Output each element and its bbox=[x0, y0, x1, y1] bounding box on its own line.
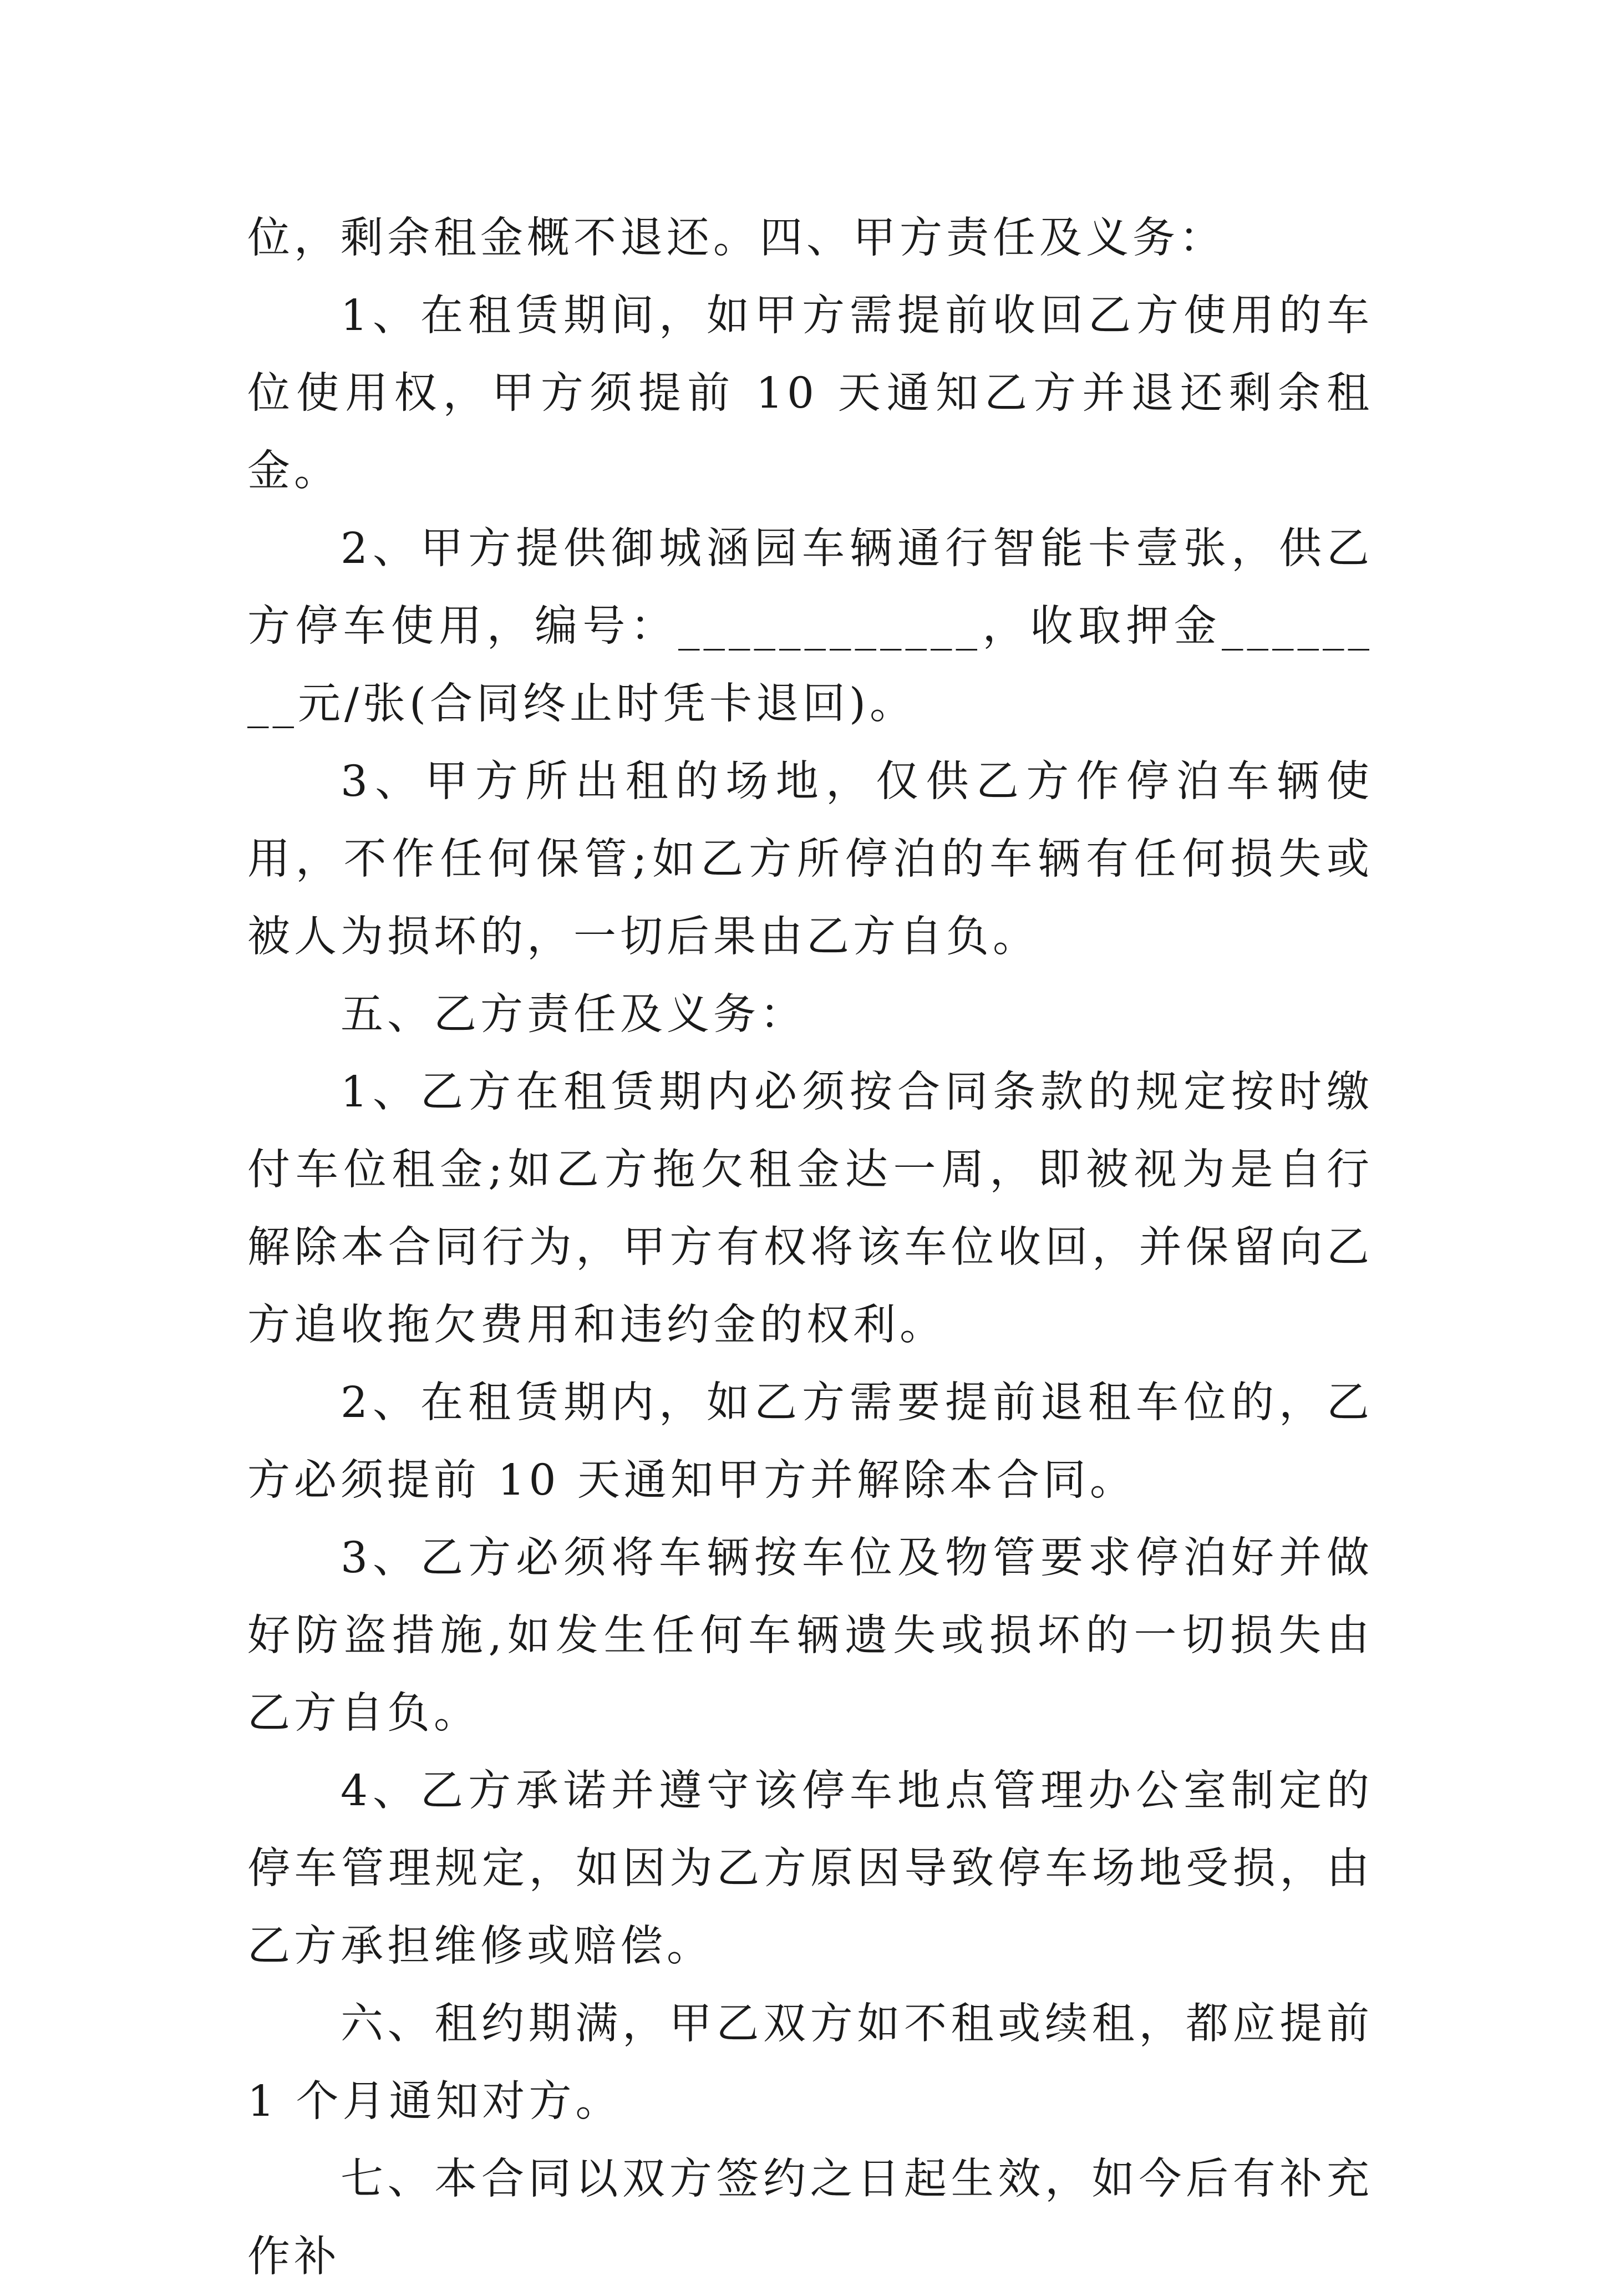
section-heading-party-b: 五、乙方责任及义务： bbox=[341, 990, 806, 1039]
paragraph-continuation: 位，剩余租金概不退还。四、甲方责任及义务： bbox=[247, 214, 1226, 263]
paragraph-party-a-clause-1: 1、在租赁期间，如甲方需提前收回乙方使用的车位使用权，甲方须提前 10 天通知乙方并退还剩余租金。 bbox=[247, 291, 1373, 496]
paragraph-section-six: 六、租约期满，甲乙双方如不租或续租，都应提前 1 个月通知对方。 bbox=[247, 1999, 1373, 2126]
paragraph-party-b-clause-3: 3、乙方必须将车辆按车位及物管要求停泊好并做好防盗措施,如发生任何车辆遗失或损坏的一切损失由乙方自负。 bbox=[247, 1533, 1373, 1738]
paragraph-party-b-clause-2: 2、在租赁期内，如乙方需要提前退租车位的，乙方必须提前 10 天通知甲方并解除本合同。 bbox=[247, 1378, 1373, 1505]
paragraph-party-a-clause-2: 2、甲方提供御城涵园车辆通行智能卡壹张，供乙方停车使用，编号：____________，收取押金________元/张(合同终止时凭卡退回)。 bbox=[247, 524, 1373, 729]
paragraph-section-seven: 七、本合同以双方签约之日起生效，如今后有补充作补 bbox=[247, 2155, 1373, 2282]
document-page bbox=[247, 200, 1373, 2296]
paragraph-party-b-clause-4: 4、乙方承诺并遵守该停车地点管理办公室制定的停车管理规定，如因为乙方原因导致停车场地受损，由乙方承担维修或赔偿。 bbox=[247, 1766, 1373, 1971]
paragraph-party-b-clause-1: 1、乙方在租赁期内必须按合同条款的规定按时缴付车位租金;如乙方拖欠租金达一周，即被视为是自行解除本合同行为，甲方有权将该车位收回，并保留向乙方追收拖欠费用和违约金的权利。 bbox=[247, 1068, 1373, 1350]
paragraph-party-a-clause-3: 3、甲方所出租的场地，仅供乙方作停泊车辆使用，不作任何保管;如乙方所停泊的车辆有任何损失或被人为损坏的，一切后果由乙方自负。 bbox=[247, 757, 1373, 962]
